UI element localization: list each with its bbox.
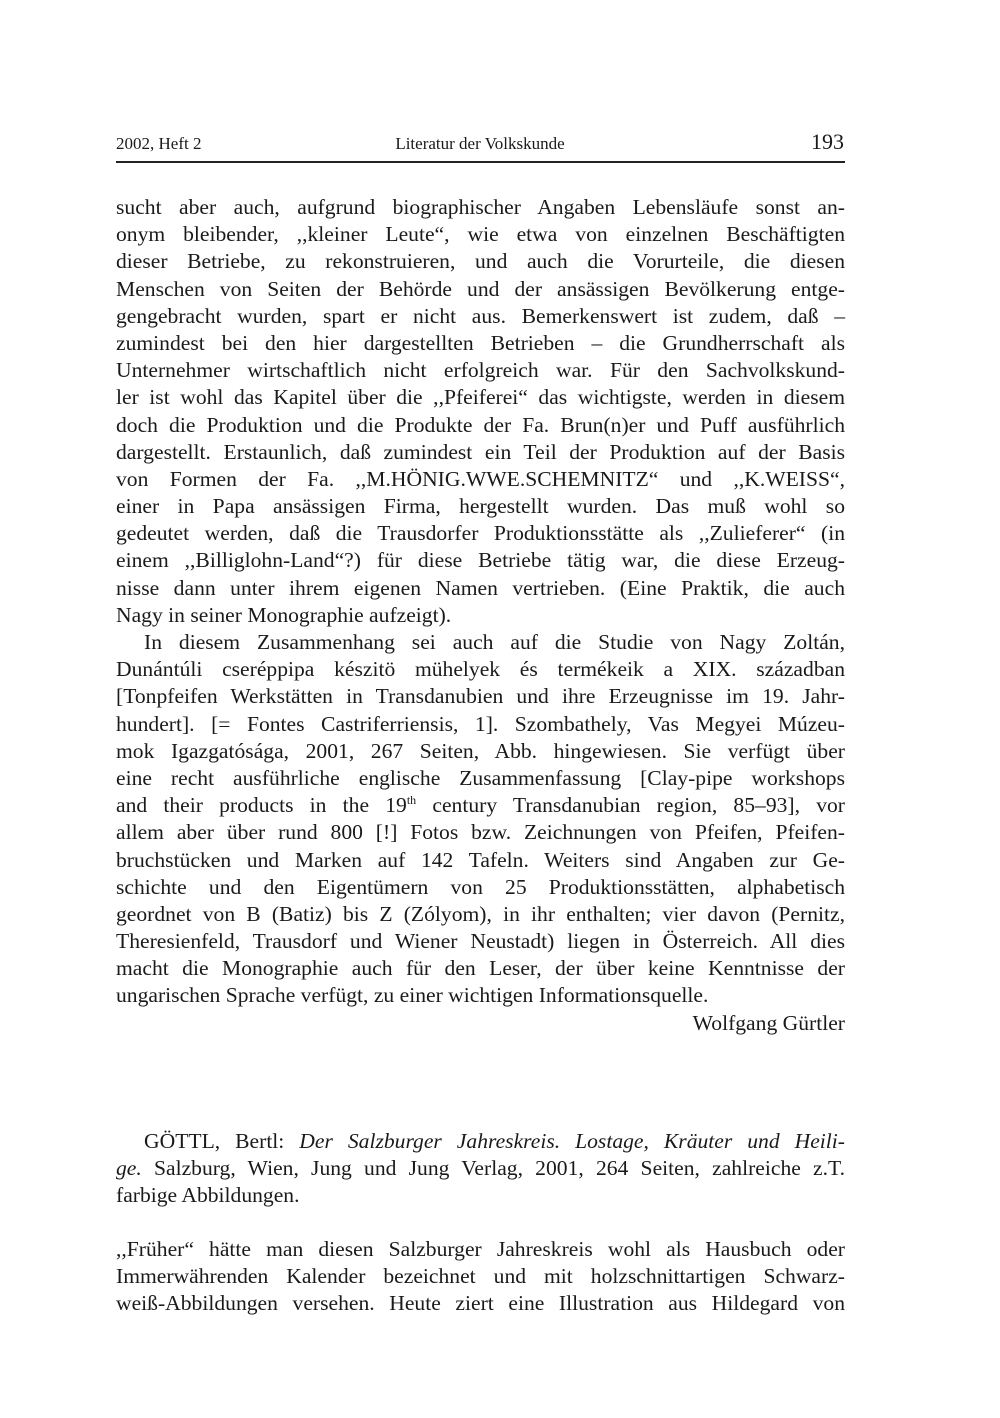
text-line: sucht aber auch, aufgrund biographischer Angaben Lebensläufe sonst an- xyxy=(116,195,845,219)
section-title: Literatur der Volkskunde xyxy=(395,134,565,153)
text-line: onym bleibender, ,,kleiner Leute“, wie etwa von einzelnen Beschäftigten xyxy=(116,222,845,247)
book-title: Der Salzburger Jahreskreis. Lostage, Kräuter und Heili- xyxy=(299,1129,845,1153)
text-line: ungarischen Sprache verfügt, zu einer wichtigen Informationsquelle. xyxy=(116,983,709,1008)
superscript: th xyxy=(406,793,417,808)
citation-line xyxy=(116,1128,845,1155)
publication-info: Salzburg, Wien, Jung und Jung Verlag, 2001, 264 Seiten, zahlreiche z.T. xyxy=(141,1156,845,1181)
text-line: allem aber über rund 800 [!] Fotos bzw. Zeichnungen von Pfeifen, Pfeifen- xyxy=(116,820,845,845)
page-number: 193 xyxy=(811,129,844,154)
text-line: ler ist wohl das Kapitel über die ,,Pfeiferei“ das wichtigste, werden in diesem xyxy=(116,385,845,410)
text-line-with-superscript xyxy=(116,792,845,819)
running-header xyxy=(116,129,844,158)
text-line: hundert]. [= Fontes Castriferriensis, 1]. Szombathely, Vas Megyei Múzeu- xyxy=(116,711,845,736)
text-line: gengebracht wurden, spart er nicht aus. Bemerkenswert ist zudem, daß – xyxy=(116,303,845,328)
book-author: GÖTTL, Bertl: xyxy=(144,1129,300,1153)
reviewer-signature: Wolfgang Gürtler xyxy=(692,1010,845,1035)
text-line: nisse dann unter ihrem eigenen Namen vertrieben. (Eine Praktik, die auch xyxy=(116,575,845,600)
issue-label: 2002, Heft 2 xyxy=(116,134,202,153)
citation-line xyxy=(116,1155,845,1182)
text-line: einem ,,Billiglohn-Land“?) für diese Betriebe tätig war, die diese Erzeug- xyxy=(116,548,845,573)
text-line: macht die Monographie auch für den Leser, der über keine Kenntnisse der xyxy=(116,956,845,981)
text-line: eine recht ausführliche englische Zusammenfassung [Clay-pipe workshops xyxy=(116,765,845,790)
text-line: In diesem Zusammenhang sei auch auf die Studie von Nagy Zoltán, xyxy=(144,630,845,654)
text-line: weiß-Abbildungen versehen. Heute ziert eine Illustration aus Hildegard von xyxy=(116,1291,845,1316)
text-line: ,,Früher“ hätte man diesen Salzburger Jahreskreis wohl als Hausbuch oder xyxy=(116,1237,845,1261)
text-line: Dunántúli cseréppipa készitö mühelyek és termékeik a XIX. században xyxy=(116,657,845,682)
review-1-body xyxy=(116,194,845,1037)
text-line: Theresienfeld, Trausdorf und Wiener Neustadt) liegen in Österreich. All dies xyxy=(116,929,845,954)
text-line: schichte und den Eigentümern von 25 Produktionsstätten, alphabetisch xyxy=(116,874,845,899)
text-line: dieser Betriebe, zu rekonstruieren, und auch die Vorurteile, die diesen xyxy=(116,249,845,274)
text-line: mok Igazgatósága, 2001, 267 Seiten, Abb. hingewiesen. Sie verfügt über xyxy=(116,738,845,763)
text-line: dargestellt. Erstaunlich, daß zumindest ein Teil der Produktion auf der Basis xyxy=(116,439,845,464)
text-line: Immerwährenden Kalender bezeichnet und mit holzschnittartigen Schwarz- xyxy=(116,1264,845,1289)
book-title-cont: ge. xyxy=(116,1156,142,1181)
header-rule xyxy=(116,161,845,163)
text-line: [Tonpfeifen Werkstätten in Transdanubien und ihre Erzeugnisse im 19. Jahr- xyxy=(116,684,845,709)
text-line: von Formen der Fa. ,,M.HÖNIG.WWE.SCHEMNITZ“ und ,,K.WEISS“, xyxy=(116,466,845,491)
text-line: Nagy in seiner Monographie aufzeigt). xyxy=(116,602,452,627)
review-2-citation xyxy=(116,1128,845,1210)
text-line: einer in Papa ansässigen Firma, hergestellt wurden. Das muß wohl so xyxy=(116,494,845,519)
text-line: Menschen von Seiten der Behörde und der ansässigen Bevölkerung entge- xyxy=(116,276,845,301)
citation-line: farbige Abbildungen. xyxy=(116,1183,300,1208)
text-line: zumindest bei den hier dargestellten Betrieben – die Grundherrschaft als xyxy=(116,330,845,355)
text-line: doch die Produktion und die Produkte der Fa. Brun(n)er und Puff ausführlich xyxy=(116,412,845,437)
review-2-body xyxy=(116,1236,845,1318)
text-line: gedeutet werden, daß die Trausdorfer Produktionsstätte als ,,Zulieferer“ (in xyxy=(116,521,845,546)
text-fragment: and their products in the 19 xyxy=(116,793,407,818)
text-line: bruchstücken und Marken auf 142 Tafeln. Weiters sind Angaben zur Ge- xyxy=(116,847,845,872)
text-line: geordnet von B (Batiz) bis Z (Zólyom), in ihr enthalten; vier davon (Pernitz, xyxy=(116,901,845,926)
text-line: Unternehmer wirtschaftlich nicht erfolgreich war. Für den Sachvolkskund- xyxy=(116,358,845,383)
text-fragment: century Transdanubian region, 85–93], vor xyxy=(416,793,845,818)
